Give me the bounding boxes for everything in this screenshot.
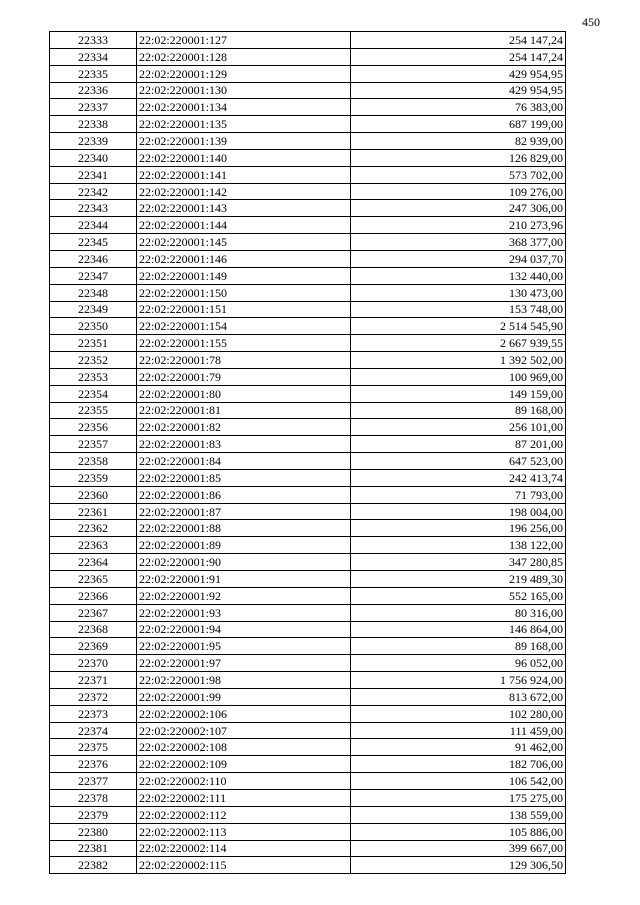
row-number-cell: 22365 (50, 571, 137, 588)
cadastral-value-cell: 813 672,00 (351, 688, 566, 705)
cadastral-value-cell: 102 280,00 (351, 705, 566, 722)
table-row (50, 48, 566, 65)
cadastral-number-cell: 22:02:220001:130 (137, 82, 351, 99)
cadastral-number-cell: 22:02:220001:154 (137, 318, 351, 335)
cadastral-value-cell: 182 706,00 (351, 756, 566, 773)
cadastral-value-cell: 1 756 924,00 (351, 672, 566, 689)
cadastral-value-cell: 100 969,00 (351, 368, 566, 385)
row-number-cell: 22344 (50, 217, 137, 234)
row-number-cell: 22355 (50, 402, 137, 419)
cadastral-value-cell: 146 864,00 (351, 621, 566, 638)
table-row (50, 857, 566, 874)
table-row (50, 806, 566, 823)
table-row (50, 183, 566, 200)
table-row (50, 789, 566, 806)
table-row (50, 486, 566, 503)
table-row (50, 149, 566, 166)
row-number-cell: 22340 (50, 149, 137, 166)
cadastral-value-table (49, 31, 566, 874)
cadastral-number-cell: 22:02:220001:140 (137, 149, 351, 166)
row-number-cell: 22368 (50, 621, 137, 638)
row-number-cell: 22380 (50, 823, 137, 840)
row-number-cell: 22377 (50, 773, 137, 790)
cadastral-value-cell: 429 954,95 (351, 65, 566, 82)
cadastral-value-cell: 149 159,00 (351, 385, 566, 402)
cadastral-number-cell: 22:02:220001:95 (137, 638, 351, 655)
cadastral-number-cell: 22:02:220001:81 (137, 402, 351, 419)
row-number-cell: 22341 (50, 166, 137, 183)
row-number-cell: 22354 (50, 385, 137, 402)
row-number-cell: 22366 (50, 587, 137, 604)
cadastral-value-cell: 219 489,30 (351, 571, 566, 588)
row-number-cell: 22363 (50, 537, 137, 554)
table-row (50, 368, 566, 385)
cadastral-number-cell: 22:02:220002:109 (137, 756, 351, 773)
table-row (50, 352, 566, 369)
cadastral-value-cell: 132 440,00 (351, 267, 566, 284)
cadastral-value-cell: 198 004,00 (351, 503, 566, 520)
table-body (50, 32, 566, 874)
table-row (50, 419, 566, 436)
row-number-cell: 22359 (50, 469, 137, 486)
cadastral-number-cell: 22:02:220001:139 (137, 133, 351, 150)
table-row (50, 65, 566, 82)
table-row (50, 99, 566, 116)
cadastral-number-cell: 22:02:220001:127 (137, 32, 351, 49)
row-number-cell: 22348 (50, 284, 137, 301)
cadastral-value-cell: 429 954,95 (351, 82, 566, 99)
cadastral-number-cell: 22:02:220001:88 (137, 520, 351, 537)
cadastral-number-cell: 22:02:220001:85 (137, 469, 351, 486)
cadastral-number-cell: 22:02:220002:113 (137, 823, 351, 840)
cadastral-value-cell: 126 829,00 (351, 149, 566, 166)
table-row (50, 554, 566, 571)
row-number-cell: 22369 (50, 638, 137, 655)
cadastral-number-cell: 22:02:220001:149 (137, 267, 351, 284)
table-row (50, 503, 566, 520)
cadastral-number-cell: 22:02:220001:141 (137, 166, 351, 183)
row-number-cell: 22372 (50, 688, 137, 705)
row-number-cell: 22333 (50, 32, 137, 49)
row-number-cell: 22352 (50, 352, 137, 369)
cadastral-number-cell: 22:02:220001:134 (137, 99, 351, 116)
table-row (50, 82, 566, 99)
cadastral-number-cell: 22:02:220002:107 (137, 722, 351, 739)
cadastral-number-cell: 22:02:220001:87 (137, 503, 351, 520)
cadastral-value-cell: 105 886,00 (351, 823, 566, 840)
cadastral-value-cell: 552 165,00 (351, 587, 566, 604)
row-number-cell: 22361 (50, 503, 137, 520)
cadastral-value-cell: 687 199,00 (351, 116, 566, 133)
table-row (50, 200, 566, 217)
cadastral-number-cell: 22:02:220001:135 (137, 116, 351, 133)
cadastral-value-cell: 399 667,00 (351, 840, 566, 857)
row-number-cell: 22362 (50, 520, 137, 537)
cadastral-number-cell: 22:02:220001:128 (137, 48, 351, 65)
cadastral-number-cell: 22:02:220001:150 (137, 284, 351, 301)
table-row (50, 267, 566, 284)
cadastral-number-cell: 22:02:220002:108 (137, 739, 351, 756)
table-row (50, 301, 566, 318)
row-number-cell: 22378 (50, 789, 137, 806)
table-row (50, 469, 566, 486)
cadastral-number-cell: 22:02:220002:111 (137, 789, 351, 806)
cadastral-value-cell: 2 514 545,90 (351, 318, 566, 335)
cadastral-value-cell: 76 383,00 (351, 99, 566, 116)
cadastral-number-cell: 22:02:220001:80 (137, 385, 351, 402)
cadastral-value-cell: 196 256,00 (351, 520, 566, 537)
row-number-cell: 22367 (50, 604, 137, 621)
cadastral-value-cell: 347 280,85 (351, 554, 566, 571)
table-row (50, 587, 566, 604)
cadastral-value-cell: 89 168,00 (351, 402, 566, 419)
row-number-cell: 22375 (50, 739, 137, 756)
row-number-cell: 22358 (50, 453, 137, 470)
cadastral-value-cell: 138 122,00 (351, 537, 566, 554)
cadastral-value-cell: 109 276,00 (351, 183, 566, 200)
cadastral-number-cell: 22:02:220001:146 (137, 250, 351, 267)
cadastral-number-cell: 22:02:220001:84 (137, 453, 351, 470)
table-row (50, 520, 566, 537)
row-number-cell: 22347 (50, 267, 137, 284)
row-number-cell: 22382 (50, 857, 137, 874)
cadastral-number-cell: 22:02:220002:106 (137, 705, 351, 722)
table-row (50, 436, 566, 453)
cadastral-number-cell: 22:02:220001:155 (137, 335, 351, 352)
table-row (50, 840, 566, 857)
row-number-cell: 22342 (50, 183, 137, 200)
cadastral-value-cell: 106 542,00 (351, 773, 566, 790)
row-number-cell: 22336 (50, 82, 137, 99)
cadastral-value-cell: 256 101,00 (351, 419, 566, 436)
cadastral-value-cell: 2 667 939,55 (351, 335, 566, 352)
cadastral-number-cell: 22:02:220001:90 (137, 554, 351, 571)
table-row (50, 672, 566, 689)
row-number-cell: 22353 (50, 368, 137, 385)
row-number-cell: 22337 (50, 99, 137, 116)
cadastral-value-cell: 71 793,00 (351, 486, 566, 503)
cadastral-value-cell: 294 037,70 (351, 250, 566, 267)
cadastral-value-cell: 111 459,00 (351, 722, 566, 739)
table-row (50, 133, 566, 150)
table-row (50, 688, 566, 705)
cadastral-number-cell: 22:02:220001:99 (137, 688, 351, 705)
row-number-cell: 22339 (50, 133, 137, 150)
row-number-cell: 22351 (50, 335, 137, 352)
cadastral-number-cell: 22:02:220001:86 (137, 486, 351, 503)
table-row (50, 284, 566, 301)
cadastral-value-cell: 153 748,00 (351, 301, 566, 318)
cadastral-value-cell: 130 473,00 (351, 284, 566, 301)
table-row (50, 385, 566, 402)
cadastral-number-cell: 22:02:220001:98 (137, 672, 351, 689)
cadastral-value-cell: 96 052,00 (351, 655, 566, 672)
table-row (50, 217, 566, 234)
cadastral-value-cell: 175 275,00 (351, 789, 566, 806)
row-number-cell: 22370 (50, 655, 137, 672)
table-row (50, 705, 566, 722)
table-row (50, 604, 566, 621)
row-number-cell: 22356 (50, 419, 137, 436)
cadastral-value-cell: 573 702,00 (351, 166, 566, 183)
cadastral-number-cell: 22:02:220001:94 (137, 621, 351, 638)
row-number-cell: 22374 (50, 722, 137, 739)
cadastral-number-cell: 22:02:220002:110 (137, 773, 351, 790)
cadastral-number-cell: 22:02:220002:114 (137, 840, 351, 857)
table-row (50, 537, 566, 554)
table-row (50, 621, 566, 638)
cadastral-value-cell: 247 306,00 (351, 200, 566, 217)
row-number-cell: 22376 (50, 756, 137, 773)
cadastral-number-cell: 22:02:220001:142 (137, 183, 351, 200)
cadastral-value-cell: 242 413,74 (351, 469, 566, 486)
table-row (50, 722, 566, 739)
cadastral-value-cell: 138 559,00 (351, 806, 566, 823)
row-number-cell: 22373 (50, 705, 137, 722)
cadastral-number-cell: 22:02:220001:89 (137, 537, 351, 554)
cadastral-value-cell: 254 147,24 (351, 48, 566, 65)
table-row (50, 756, 566, 773)
cadastral-value-cell: 647 523,00 (351, 453, 566, 470)
row-number-cell: 22357 (50, 436, 137, 453)
cadastral-number-cell: 22:02:220002:112 (137, 806, 351, 823)
table-row (50, 453, 566, 470)
cadastral-number-cell: 22:02:220001:129 (137, 65, 351, 82)
row-number-cell: 22349 (50, 301, 137, 318)
cadastral-value-cell: 80 316,00 (351, 604, 566, 621)
cadastral-number-cell: 22:02:220001:93 (137, 604, 351, 621)
table-row (50, 250, 566, 267)
row-number-cell: 22343 (50, 200, 137, 217)
row-number-cell: 22381 (50, 840, 137, 857)
table-row (50, 402, 566, 419)
cadastral-value-cell: 368 377,00 (351, 234, 566, 251)
table-row (50, 32, 566, 49)
cadastral-number-cell: 22:02:220001:82 (137, 419, 351, 436)
table-row (50, 823, 566, 840)
cadastral-value-cell: 87 201,00 (351, 436, 566, 453)
cadastral-value-cell: 129 306,50 (351, 857, 566, 874)
cadastral-number-cell: 22:02:220001:143 (137, 200, 351, 217)
cadastral-number-cell: 22:02:220001:151 (137, 301, 351, 318)
table-row (50, 335, 566, 352)
cadastral-value-cell: 82 939,00 (351, 133, 566, 150)
cadastral-value-cell: 210 273,96 (351, 217, 566, 234)
row-number-cell: 22338 (50, 116, 137, 133)
row-number-cell: 22335 (50, 65, 137, 82)
cadastral-number-cell: 22:02:220001:83 (137, 436, 351, 453)
row-number-cell: 22350 (50, 318, 137, 335)
table-row (50, 655, 566, 672)
cadastral-value-cell: 1 392 502,00 (351, 352, 566, 369)
cadastral-number-cell: 22:02:220001:91 (137, 571, 351, 588)
table-row (50, 571, 566, 588)
row-number-cell: 22379 (50, 806, 137, 823)
cadastral-number-cell: 22:02:220001:145 (137, 234, 351, 251)
cadastral-number-cell: 22:02:220001:144 (137, 217, 351, 234)
table-row (50, 116, 566, 133)
table-row (50, 234, 566, 251)
cadastral-number-cell: 22:02:220001:79 (137, 368, 351, 385)
row-number-cell: 22345 (50, 234, 137, 251)
row-number-cell: 22364 (50, 554, 137, 571)
cadastral-value-cell: 254 147,24 (351, 32, 566, 49)
cadastral-number-cell: 22:02:220001:92 (137, 587, 351, 604)
table-row (50, 638, 566, 655)
table-row (50, 166, 566, 183)
row-number-cell: 22346 (50, 250, 137, 267)
cadastral-value-cell: 91 462,00 (351, 739, 566, 756)
table-row (50, 739, 566, 756)
table-row (50, 318, 566, 335)
cadastral-number-cell: 22:02:220001:97 (137, 655, 351, 672)
row-number-cell: 22334 (50, 48, 137, 65)
row-number-cell: 22360 (50, 486, 137, 503)
table-row (50, 773, 566, 790)
page-number: 450 (582, 15, 600, 29)
cadastral-number-cell: 22:02:220002:115 (137, 857, 351, 874)
row-number-cell: 22371 (50, 672, 137, 689)
cadastral-number-cell: 22:02:220001:78 (137, 352, 351, 369)
cadastral-value-cell: 89 168,00 (351, 638, 566, 655)
